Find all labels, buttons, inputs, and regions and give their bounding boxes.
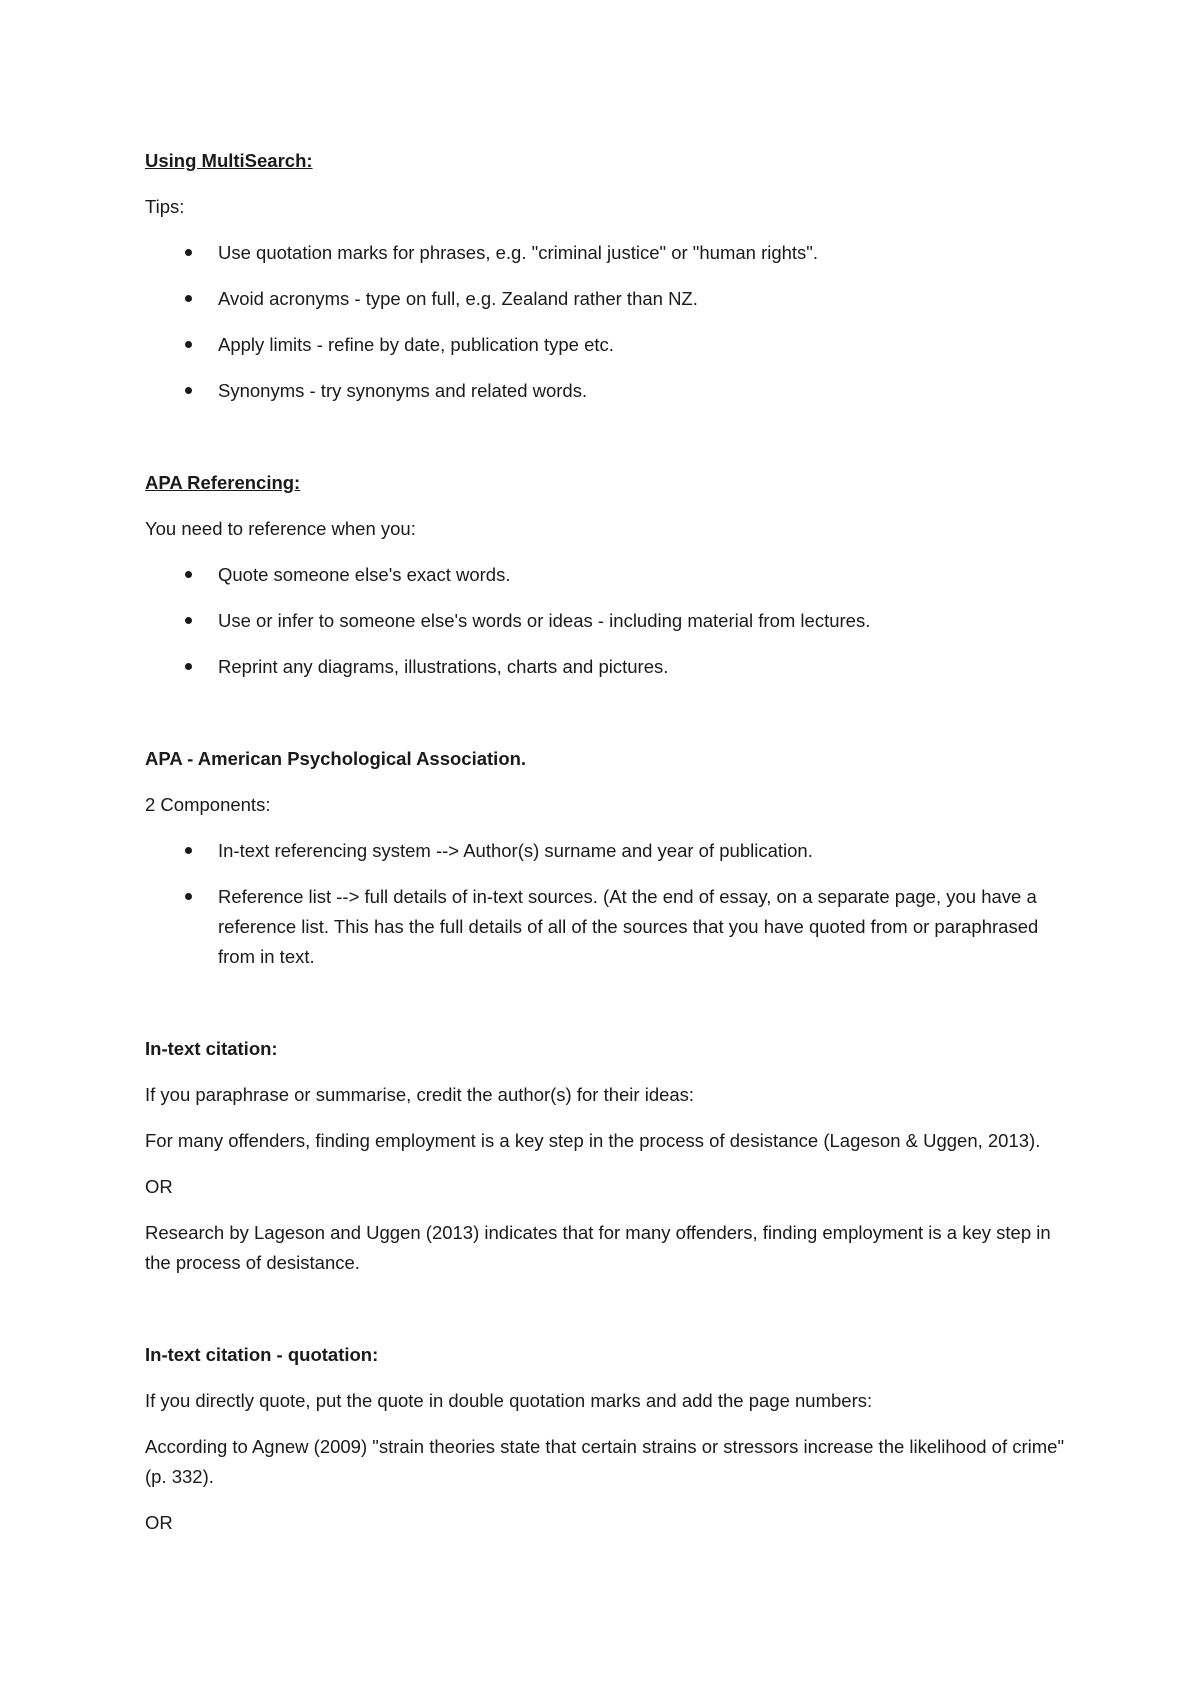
bullet-icon	[185, 663, 192, 670]
bullet-icon	[185, 249, 192, 256]
components-list	[145, 836, 1065, 972]
quotation-heading: In-text citation - quotation:	[145, 1344, 379, 1365]
list-item	[145, 652, 1065, 682]
apa-definition-heading: APA - American Psychological Association.	[145, 748, 527, 769]
list-item-text: Avoid acronyms - type on full, e.g. Zealand rather than NZ.	[218, 288, 698, 309]
list-item	[145, 284, 1065, 314]
list-item-text: Quote someone else's exact words.	[218, 564, 511, 585]
or-separator: OR	[145, 1512, 173, 1533]
tips-label: Tips:	[145, 196, 185, 217]
quotation-instruction: If you directly quote, put the quote in double quotation marks and add the page numbers:	[145, 1390, 873, 1411]
paraphrase-example-1: For many offenders, finding employment is a key step in the process of desistance (Lageson & Uggen, 2013).	[145, 1130, 1041, 1151]
bullet-icon	[185, 617, 192, 624]
bullet-icon	[185, 847, 192, 854]
list-item	[145, 836, 1065, 866]
bullet-icon	[185, 387, 192, 394]
list-item-text: Reference list --> full details of in-text sources. (At the end of essay, on a separate page, you have a reference list. This has the full details of all of the sources that you have quoted from or paraphrased from in text.	[218, 886, 1039, 967]
multisearch-heading: Using MultiSearch:	[145, 150, 313, 171]
or-separator: OR	[145, 1176, 173, 1197]
in-text-citation-heading: In-text citation:	[145, 1038, 278, 1059]
tips-list	[145, 238, 1065, 406]
list-item-text: Apply limits - refine by date, publication type etc.	[218, 334, 614, 355]
document-body	[145, 146, 1065, 1538]
reference-when-list	[145, 560, 1065, 682]
list-item	[145, 560, 1065, 590]
list-item-text: Use quotation marks for phrases, e.g. "criminal justice" or "human rights".	[218, 242, 819, 263]
bullet-icon	[185, 893, 192, 900]
list-item-text: Synonyms - try synonyms and related words.	[218, 380, 588, 401]
list-item	[145, 376, 1065, 406]
list-item	[145, 238, 1065, 268]
paraphrase-instruction: If you paraphrase or summarise, credit the author(s) for their ideas:	[145, 1084, 695, 1105]
bullet-icon	[185, 295, 192, 302]
list-item	[145, 882, 1065, 972]
bullet-icon	[185, 341, 192, 348]
apa-referencing-heading: APA Referencing:	[145, 472, 301, 493]
quotation-example-1: According to Agnew (2009) "strain theories state that certain strains or stressors increase the likelihood of crime" (p. 332).	[145, 1436, 1065, 1487]
list-item	[145, 330, 1065, 360]
list-item-text: In-text referencing system --> Author(s) surname and year of publication.	[218, 840, 813, 861]
components-label: 2 Components:	[145, 794, 271, 815]
list-item-text: Reprint any diagrams, illustrations, charts and pictures.	[218, 656, 669, 677]
bullet-icon	[185, 571, 192, 578]
paraphrase-example-2: Research by Lageson and Uggen (2013) indicates that for many offenders, finding employment is a key step in the process of desistance.	[145, 1222, 1051, 1273]
apa-referencing-intro: You need to reference when you:	[145, 518, 416, 539]
list-item-text: Use or infer to someone else's words or ideas - including material from lectures.	[218, 610, 871, 631]
list-item	[145, 606, 1065, 636]
